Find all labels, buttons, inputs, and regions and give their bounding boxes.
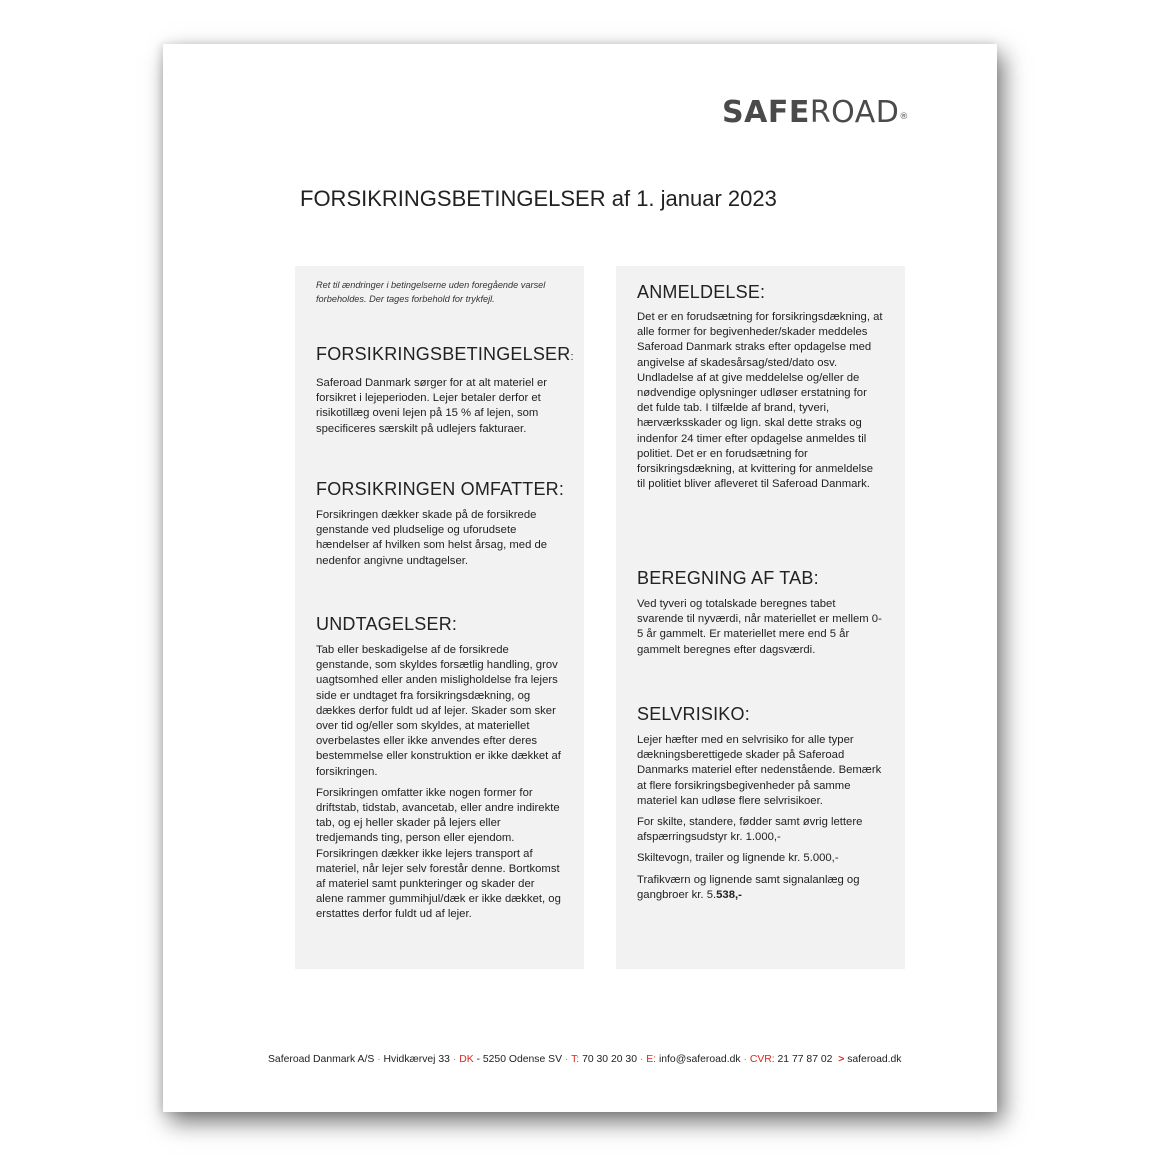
section-anmeldelse (637, 281, 884, 498)
section-text: Ved tyveri og totalskade beregnes tabet svarende til nyværdi, når materiellet er mellem 0-5 år gammelt. Er materiellet mere end 5 år gammelt beregnes efter dagsværdi. (637, 598, 882, 656)
website-link[interactable]: saferoad.dk (847, 1054, 902, 1065)
email-link[interactable]: info@saferoad.dk (658, 1054, 741, 1065)
arrow-right-icon: > (835, 1054, 845, 1065)
section-undtagelser (316, 613, 563, 929)
section-heading: BEREGNING AF TAB: (637, 568, 819, 588)
right-column (616, 266, 905, 969)
section-text: For skilte, standere, fødder samt øvrig lettere afspærringsudstyr kr. 1.000,- (637, 816, 863, 844)
document-title: FORSIKRINGSBETINGELSER af 1. januar 2023 (300, 186, 777, 211)
saferoad-logo: SAFEROAD® (722, 95, 909, 130)
section-beregning-af-tab (637, 567, 884, 664)
intro-note: Ret til ændringer i betingelserne uden foregående varsel forbeholdes. Der tages forbehold for trykfejl. (316, 280, 546, 304)
section-heading: FORSIKRINGSBETINGELSER: (316, 344, 574, 364)
footer: Saferoad Danmark A/S · Hvidkærvej 33 · DK - 5250 Odense SV · T: 70 30 20 30 · E: info@saferoad.dk · CVR: 21 77 87 02 > saferoad.dk (268, 1054, 902, 1065)
section-text: Forsikringen omfatter ikke nogen former for driftstab, tidstab, avancetab, eller andre indirekte tab, og ej heller skader på lejers eller tredjemands ting, person eller ejendom. Forsikringen dækker ikke lejers transport af materiel, når lejer selv forestår denne. Bortkomst af materiel samt punkteringer og skader der alene rammer gummihjul/dæk er ikke dækket, og erstattes derfor fuldt ud af lejer. (316, 786, 561, 921)
section-text: Saferoad Danmark sørger for at alt materiel er forsikret i lejeperioden. Lejer betaler derfor et risikotillæg oveni lejen på 15 % af lejen, som specificeres særskilt på udlejers fakturaer. (316, 377, 548, 435)
section-forsikringsbetingelser (316, 343, 574, 443)
section-text: Skiltevogn, trailer og lignende kr. 5.000,- (637, 852, 839, 865)
section-heading: ANMELDELSE: (637, 282, 766, 302)
section-heading: UNDTAGELSER: (316, 614, 458, 634)
section-text: Lejer hæfter med en selvrisiko for alle typer dækningsberettigede skader på Saferoad Danmarks materiel efter nedenstående. Bemærk at flere forsikringsbegivenheder på samme materiel kan udløse flere selvrisikoer. (637, 734, 882, 807)
left-column (295, 266, 584, 969)
section-selvrisiko (637, 703, 884, 909)
section-text: Det er en forudsætning for forsikringsdækning, at alle former for begivenheder/skader meddeles Saferoad Danmark straks efter opdagelse med angivelse af skadesårsag/sted/dato osv. Undladelse af at give meddelelse og/eller de nødvendige oplysninger udløser erstatning for det fulde tab. I tilfælde af brand, tyveri, hærværksskader og lign. skal dette straks og indenfor 24 timer efter opdagelse anmeldes til politiet. Det er en forudsætning for forsikringsdækning, at kvittering for anmeldelse til politiet bliver afleveret til Saferoad Danmark. (637, 311, 883, 491)
section-heading: FORSIKRINGEN OMFATTER: (316, 479, 565, 499)
section-text: Trafikværn og lignende samt signalanlæg og gangbroer kr. 5.538,- (637, 873, 860, 901)
section-forsikringen-omfatter (316, 478, 563, 575)
section-text: Forsikringen dækker skade på de forsikrede genstande ved pludselige og uforudsete hændelser af hvilken som helst årsag, med de nedenfor angivne undtagelser. (316, 509, 548, 567)
section-text: Tab eller beskadigelse af de forsikrede genstande, som skyldes forsætlig handling, grov uagtsomhed eller anden misligholdelse fra lejers side er undtaget fra forsikringsdækning, og dækkes derfor fuldt ud af lejer. Skader som sker over tid og/eller som skyldes, at materiellet overbelastes eller ikke anvendes efter deres bestemmelse eller konstruktion er ikke dækket af forsikringen. (316, 644, 561, 778)
section-heading: SELVRISIKO: (637, 704, 750, 724)
